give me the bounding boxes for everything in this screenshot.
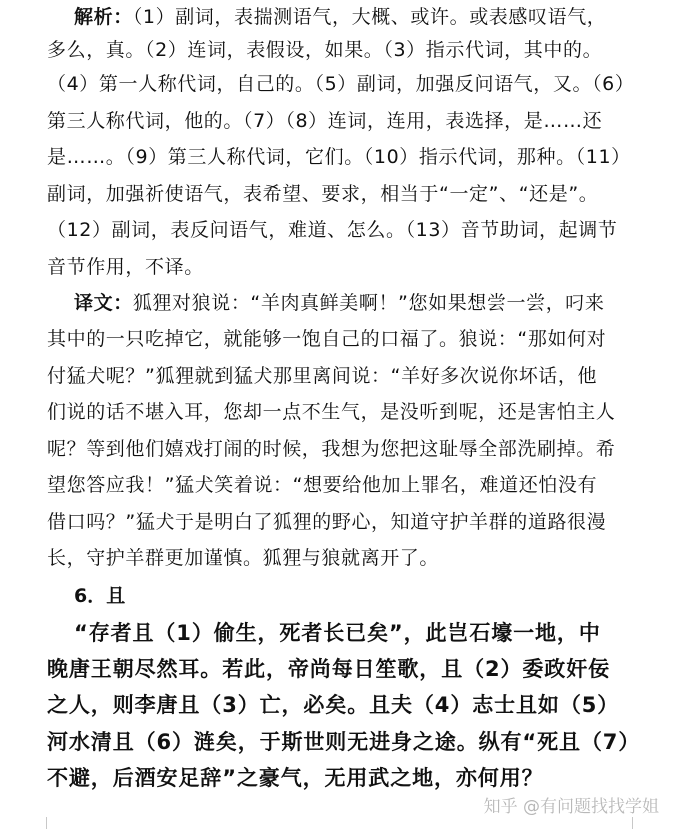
section-line-1: “存者且（1）偷生，死者长已矣”，此岂石壕一地，中 bbox=[74, 621, 601, 645]
watermark: 知乎 @有问题找找学姐 bbox=[483, 797, 659, 817]
yiwen-line-1 bbox=[74, 291, 605, 315]
jiexi-line-8: 音节作用，不译。 bbox=[47, 256, 204, 278]
jiexi-line-7: （12）副词，表反问语气，难道、怎么。（13）音节助词，起调节 bbox=[47, 219, 618, 241]
yiwen-line-2: 其中的一只吃掉它，就能够一饱自己的口福了。狼说：“那如何对 bbox=[47, 328, 607, 350]
section-line-4: 河水清且（6）涟矣，于斯世则无进身之途。纵有“死且（7） bbox=[47, 730, 641, 754]
yiwen-label: 译文： bbox=[74, 292, 133, 314]
jiexi-line-2: 多么，真。（2）连词，表假设，如果。（3）指示代词，其中的。 bbox=[47, 39, 603, 61]
jiexi-line-1 bbox=[74, 5, 606, 29]
yiwen-line-8: 长，守护羊群更加谨慎。狐狸与狼就离开了。 bbox=[47, 547, 440, 569]
jiexi-text: （1）副词，表揣测语气，大概、或许。或表感叹语气， bbox=[132, 6, 607, 28]
yiwen-line-6: 望您答应我！”猛犬笑着说：“想要给他加上罪名，难道还怕没有 bbox=[47, 474, 598, 496]
yiwen-text: 狐狸对狼说：“羊肉真鲜美啊！”您如果想尝一尝，叼来 bbox=[132, 292, 605, 314]
section-line-3: 之人，则李唐且（3）亡，必矣。且夫（4）志士且如（5） bbox=[47, 693, 620, 717]
yiwen-line-4: 们说的话不堪入耳，您却一点不生气，是没听到呢，还是害怕主人 bbox=[47, 401, 616, 423]
section-title: 6．且 bbox=[74, 585, 126, 607]
yiwen-line-5: 呢？等到他们嬉戏打闹的时候，我想为您把这耻辱全部洗刷掉。希 bbox=[47, 438, 616, 460]
jiexi-line-4: 第三人称代词，他的。（7）（8）连词，连用，表选择，是……还 bbox=[47, 110, 603, 132]
yiwen-line-3: 付猛犬呢？”狐狸就到猛犬那里离间说：“羊好多次说你坏话，他 bbox=[47, 365, 598, 387]
jiexi-label: 解析： bbox=[74, 6, 133, 28]
jiexi-line-6: 副词，加强祈使语气，表希望、要求，相当于“一定”、“还是”。 bbox=[47, 183, 599, 205]
page-corner-mark-right bbox=[632, 817, 645, 829]
section-line-5: 不避，后酒安足辞”之豪气，无用武之地，亦何用？ bbox=[47, 766, 544, 790]
page-corner-mark-left bbox=[34, 817, 47, 829]
section-line-2: 晚唐王朝尽然耳。若此，帝尚每日笙歌，且（2）委政奸佞 bbox=[47, 657, 611, 681]
jiexi-line-5: 是……。（9）第三人称代词，它们。（10）指示代词，那种。（11） bbox=[47, 146, 631, 168]
yiwen-line-7: 借口吗？”猛犬于是明白了狐狸的野心，知道守护羊群的道路很漫 bbox=[47, 511, 607, 533]
jiexi-line-3: （4）第一人称代词，自己的。（5）副词，加强反问语气，又。（6） bbox=[47, 73, 635, 95]
